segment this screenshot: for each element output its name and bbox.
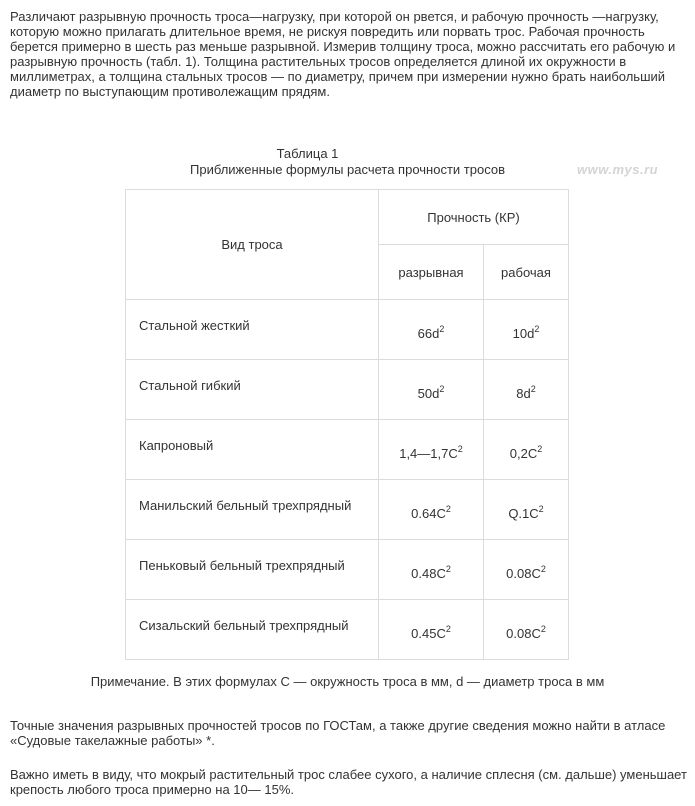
- rope-name: Стальной гибкий: [139, 378, 241, 393]
- table-row: [126, 360, 569, 420]
- table-row: [126, 540, 569, 600]
- working-formula: 8d: [516, 386, 531, 401]
- breaking-formula: 50d: [417, 386, 440, 401]
- rope-name: Манильский бельный трехпрядный: [139, 498, 352, 513]
- table-note: Примечание. В этих формулах С — окружность троса в мм, d — диаметр троса в мм: [90, 674, 605, 689]
- breaking-formula: 0.45С: [411, 626, 446, 641]
- exponent: 2: [457, 444, 463, 454]
- working-cell: [484, 540, 569, 600]
- table-header-row: [126, 190, 569, 245]
- breaking-cell: [379, 420, 484, 480]
- working-formula: Q.1С: [508, 506, 539, 521]
- exponent: 2: [530, 384, 536, 394]
- rope-name: Стальной жесткий: [139, 318, 250, 333]
- working-cell: [484, 360, 569, 420]
- table-number: Таблица 1: [276, 146, 339, 161]
- rope-name-cell: [126, 540, 379, 600]
- rope-strength-table: [125, 189, 569, 660]
- wet-rope-paragraph: Важно иметь в виду, что мокрый растительный трос слабее сухого, а наличие сплесня (см. дальше) уменьшает крепость любого троса примерно на 10— 15%.: [10, 767, 687, 797]
- working-formula: 10d: [512, 326, 535, 341]
- header-rope-type: Вид троса: [126, 190, 379, 300]
- rope-name-cell: [126, 600, 379, 660]
- working-cell: [484, 600, 569, 660]
- exponent: 2: [537, 444, 543, 454]
- breaking-formula: 1,4—1,7С: [399, 446, 458, 461]
- working-formula: 0.08С: [506, 626, 541, 641]
- header-breaking: разрывная: [379, 245, 484, 300]
- exponent: 2: [538, 504, 544, 514]
- table-title: Приближенные формулы расчета прочности тросов: [190, 162, 505, 177]
- rope-name-cell: [126, 360, 379, 420]
- working-cell: [484, 300, 569, 360]
- working-formula: 0.08С: [506, 566, 541, 581]
- breaking-formula: 66d: [417, 326, 440, 341]
- header-strength: Прочность (КР): [379, 190, 569, 245]
- gost-paragraph: Точные значения разрывных прочностей тросов по ГОСТам, а также другие сведения можно найти в атласе «Судовые такелажные работы» *.: [10, 718, 666, 748]
- breaking-cell: [379, 360, 484, 420]
- breaking-cell: [379, 540, 484, 600]
- exponent: 2: [445, 564, 451, 574]
- rope-name-cell: [126, 420, 379, 480]
- working-cell: [484, 420, 569, 480]
- exponent: 2: [445, 504, 451, 514]
- rope-name-cell: [126, 480, 379, 540]
- breaking-cell: [379, 300, 484, 360]
- breaking-formula: 0.64С: [411, 506, 446, 521]
- working-formula: 0,2С: [509, 446, 538, 461]
- exponent: 2: [439, 324, 445, 334]
- table-row: [126, 420, 569, 480]
- rope-name: Пеньковый бельный трехпрядный: [139, 558, 345, 573]
- exponent: 2: [445, 624, 451, 634]
- header-working: рабочая: [484, 245, 569, 300]
- rope-name: Сизальский бельный трехпрядный: [139, 618, 349, 633]
- exponent: 2: [439, 384, 445, 394]
- table-row: [126, 600, 569, 660]
- working-cell: [484, 480, 569, 540]
- breaking-formula: 0.48С: [411, 566, 446, 581]
- breaking-cell: [379, 480, 484, 540]
- rope-name-cell: [126, 300, 379, 360]
- rope-name: Капроновый: [139, 438, 214, 453]
- exponent: 2: [540, 624, 546, 634]
- exponent: 2: [540, 564, 546, 574]
- table-row: [126, 300, 569, 360]
- site-watermark: www.mys.ru: [577, 162, 659, 177]
- table-row: [126, 480, 569, 540]
- intro-paragraph: Различают разрывную прочность троса—нагрузку, при которой он рвется, и рабочую прочность —нагрузку, которую можно прилагать длительное время, не рискуя повредить или порвать трос. Рабочая прочность берется примерно в шесть раз меньше разрывной. Измерив толщину троса, можно рассчитать его рабочую и разрывную прочность (табл. 1). Толщина растительных тросов определяется длиной их окружности в миллиметрах, а толщина стальных тросов — по диаметру, причем при измерении нужно брать наибольший диаметр по выступающим противолежащим прядям.: [10, 9, 676, 99]
- exponent: 2: [534, 324, 540, 334]
- breaking-cell: [379, 600, 484, 660]
